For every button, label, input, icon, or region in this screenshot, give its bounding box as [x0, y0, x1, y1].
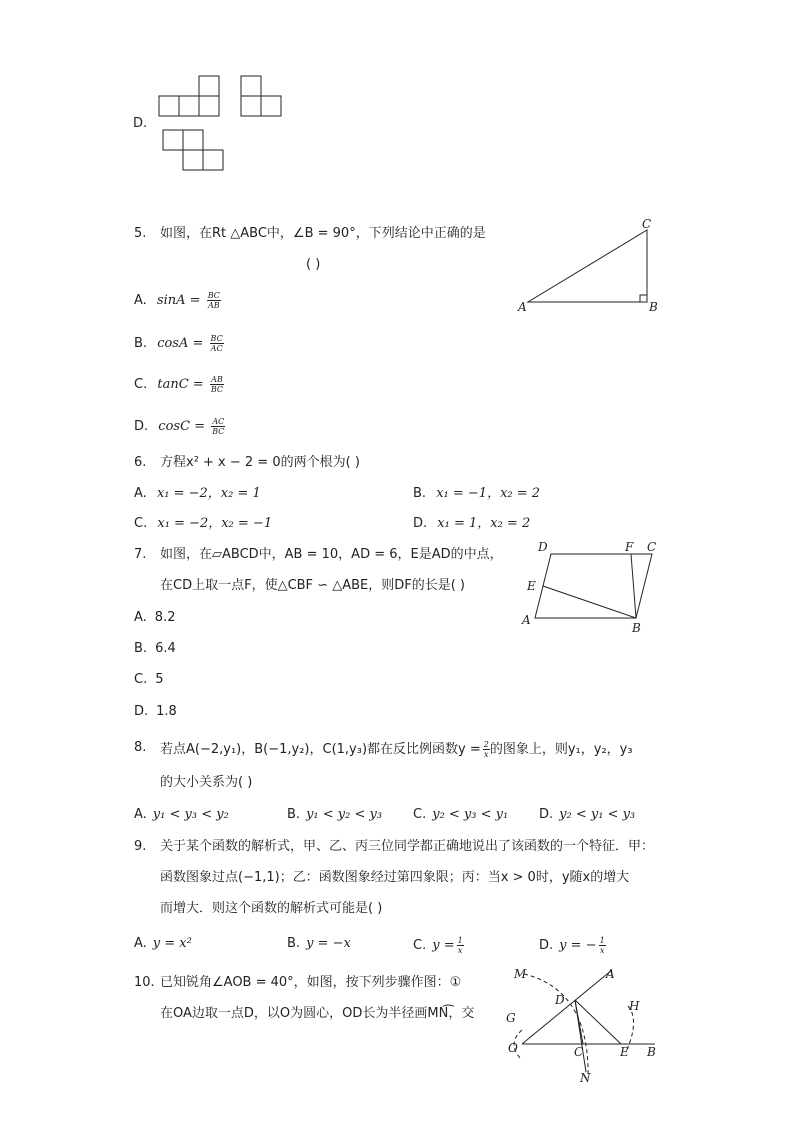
- stem-fraction: $\frac{2}{x}$: [483, 740, 489, 759]
- option-label: D.: [539, 938, 554, 953]
- label-g: G: [506, 1011, 516, 1025]
- option-label: C.: [413, 938, 427, 953]
- label-f: F: [625, 540, 634, 554]
- option-text: 1.8: [156, 704, 177, 719]
- triangle-abc: [528, 230, 647, 302]
- option-fraction: $\frac{BC}{AC}$: [210, 334, 223, 353]
- option-text: y₂ < y₁ < y₃: [559, 807, 636, 822]
- option-text: x₁ = −1，x₂ = 2: [436, 486, 541, 501]
- option-label: B.: [134, 641, 148, 656]
- option-label: D.: [539, 807, 554, 822]
- label-h: H: [629, 999, 640, 1013]
- q7-stem-line2: 在CD上取一点F，使△CBF ∽ △ABE，则DF的长是( ): [160, 578, 465, 593]
- option-label: C.: [134, 377, 148, 392]
- label-b: B: [632, 621, 641, 635]
- option-text: y₁ < y₃ < y₂: [152, 807, 229, 822]
- option-text: 5: [155, 672, 164, 687]
- option-text: x₁ = −2，x₂ = −1: [157, 516, 273, 531]
- q7-option-a[interactable]: [134, 610, 175, 626]
- option-text: y = x²: [152, 936, 192, 951]
- q8-option-b[interactable]: [287, 807, 382, 823]
- option-fraction: $\frac{1}{x}$: [599, 936, 605, 955]
- option-label: C.: [413, 807, 427, 822]
- label-d: D: [538, 540, 548, 554]
- option-label: B.: [134, 336, 148, 351]
- q10-number: 10.: [134, 975, 155, 990]
- q5-triangle-figure: [512, 214, 662, 316]
- label-a: A: [606, 967, 615, 981]
- option-fraction: $\frac{1}{x}$: [457, 936, 463, 955]
- option-fraction: $\frac{AB}{BC}$: [210, 375, 223, 394]
- q10-stem-line1: 已知锐角∠AOB = 40°，如图，按下列步骤作图：①: [160, 975, 462, 990]
- option-text: 6.4: [155, 641, 176, 656]
- q7-option-b[interactable]: [134, 641, 176, 657]
- option-label: A.: [134, 610, 147, 625]
- arc-mn: [524, 974, 588, 1078]
- label-e: E: [620, 1045, 629, 1059]
- label-o: O: [508, 1041, 518, 1055]
- net1-square: [179, 96, 199, 116]
- label-b: B: [647, 1045, 656, 1059]
- option-text: y = −: [559, 938, 597, 953]
- label-c: C: [647, 540, 657, 554]
- q9-number: 9.: [134, 839, 147, 854]
- option-text: y₁ < y₂ < y₃: [306, 807, 383, 822]
- q6-number: 6.: [134, 455, 147, 470]
- label-m: M: [514, 967, 527, 981]
- option-label: A.: [134, 936, 147, 951]
- option-fn: tanC =: [157, 377, 204, 392]
- label-n: N: [580, 1071, 591, 1085]
- q6-stem: 方程x² + x − 2 = 0的两个根为( ): [160, 455, 360, 470]
- net1-square: [159, 96, 179, 116]
- q7-stem-line1: 如图，在▱ABCD中，AB = 10，AD = 6，E是AD的中点，: [160, 547, 503, 562]
- stem-text: 的图象上，则y₁，y₂，y₃: [489, 742, 633, 757]
- q6-option-b[interactable]: [413, 486, 540, 502]
- q8-number: 8.: [134, 740, 147, 755]
- option-label: C.: [134, 672, 148, 687]
- q10-stem-line2: 在OA边取一点D，以O为圆心，OD长为半径画MN͡，交: [160, 1006, 475, 1021]
- option-text: y₂ < y₃ < y₁: [432, 807, 509, 822]
- q5-blank: ( ): [306, 257, 321, 272]
- q9-option-d[interactable]: [539, 936, 606, 955]
- q9-stem-line1: 关于某个函数的解析式，甲、乙、丙三位同学都正确地说出了该函数的一个特征．甲：: [160, 839, 655, 854]
- option-label: B.: [287, 807, 301, 822]
- q8-option-a[interactable]: [134, 807, 229, 823]
- option-label: A.: [134, 807, 147, 822]
- label-a: A: [518, 300, 527, 314]
- q9-option-b[interactable]: [287, 936, 351, 952]
- q5-option-b[interactable]: [134, 334, 224, 353]
- net2-square: [261, 96, 281, 116]
- option-fraction: $\frac{AC}{BC}$: [212, 417, 225, 436]
- q7-option-c[interactable]: [134, 672, 164, 688]
- ray-oa: [522, 970, 612, 1044]
- option-label: A.: [134, 293, 147, 308]
- label-d: D: [555, 993, 565, 1007]
- label-e: E: [527, 579, 536, 593]
- q6-option-a[interactable]: [134, 486, 261, 502]
- q10-construction-figure: [500, 960, 670, 1088]
- q5-option-d[interactable]: [134, 417, 225, 436]
- q5-option-a[interactable]: [134, 291, 221, 310]
- net1-square: [199, 96, 219, 116]
- option-text: y =: [432, 938, 455, 953]
- q8-option-d[interactable]: [539, 807, 635, 823]
- option-label: D.: [134, 419, 149, 434]
- label-a: A: [522, 613, 531, 627]
- q8-stem-line1: [160, 740, 633, 759]
- option-label: D.: [134, 704, 149, 719]
- option-fraction: $\frac{BC}{AB}$: [207, 291, 220, 310]
- option-text: x₁ = −2，x₂ = 1: [156, 486, 261, 501]
- q9-stem-line2: 函数图象过点(−1,1)；乙：函数图象经过第四象限；丙：当x > 0时，y随x的增大: [160, 870, 630, 885]
- stem-text: 若点A(−2,y₁)，B(−1,y₂)，C(1,y₃)都在反比例函数y =: [160, 742, 481, 757]
- option-text: 8.2: [154, 610, 176, 625]
- option-fn: cosC =: [158, 419, 206, 434]
- q6-option-c[interactable]: [134, 516, 272, 532]
- q5-stem: 如图，在Rt △ABC中，∠B = 90°，下列结论中正确的是: [160, 226, 486, 241]
- segment-fb: [631, 554, 636, 618]
- q9-option-a[interactable]: [134, 936, 192, 952]
- option-label: B.: [287, 936, 301, 951]
- q8-option-c[interactable]: [413, 807, 508, 823]
- q4-option-d-nets: [155, 72, 290, 174]
- net3-square: [183, 130, 203, 150]
- q7-parallelogram-figure: [518, 536, 668, 636]
- net3-square: [203, 150, 223, 170]
- segment-eb: [543, 586, 636, 618]
- net2-square: [241, 96, 261, 116]
- q7-number: 7.: [134, 547, 147, 562]
- q5-number: 5.: [134, 226, 147, 241]
- q6-option-d[interactable]: [413, 516, 530, 532]
- q4-option-d-label: D.: [133, 116, 148, 131]
- q8-stem-line2: 的大小关系为( ): [160, 775, 253, 790]
- q9-option-c[interactable]: [413, 936, 464, 955]
- option-label: D.: [413, 516, 428, 531]
- right-angle-mark: [640, 295, 647, 302]
- q5-option-c[interactable]: [134, 375, 224, 394]
- net2-square: [241, 76, 261, 96]
- option-label: A.: [134, 486, 147, 501]
- parallelogram-abcd: [535, 554, 652, 618]
- q7-option-d[interactable]: [134, 704, 177, 720]
- net3-square: [163, 130, 183, 150]
- net1-square: [199, 76, 219, 96]
- q9-stem-line3: 而增大．则这个函数的解析式可能是( ): [160, 901, 383, 916]
- option-text: x₁ = 1，x₂ = 2: [437, 516, 531, 531]
- option-fn: sinA =: [156, 293, 201, 308]
- option-label: C.: [134, 516, 148, 531]
- option-fn: cosA =: [157, 336, 204, 351]
- label-c: C: [642, 217, 652, 231]
- net3-square: [183, 150, 203, 170]
- label-b: B: [649, 300, 658, 314]
- option-text: y = −x: [306, 936, 351, 951]
- label-c: C: [574, 1045, 584, 1059]
- option-label: B.: [413, 486, 427, 501]
